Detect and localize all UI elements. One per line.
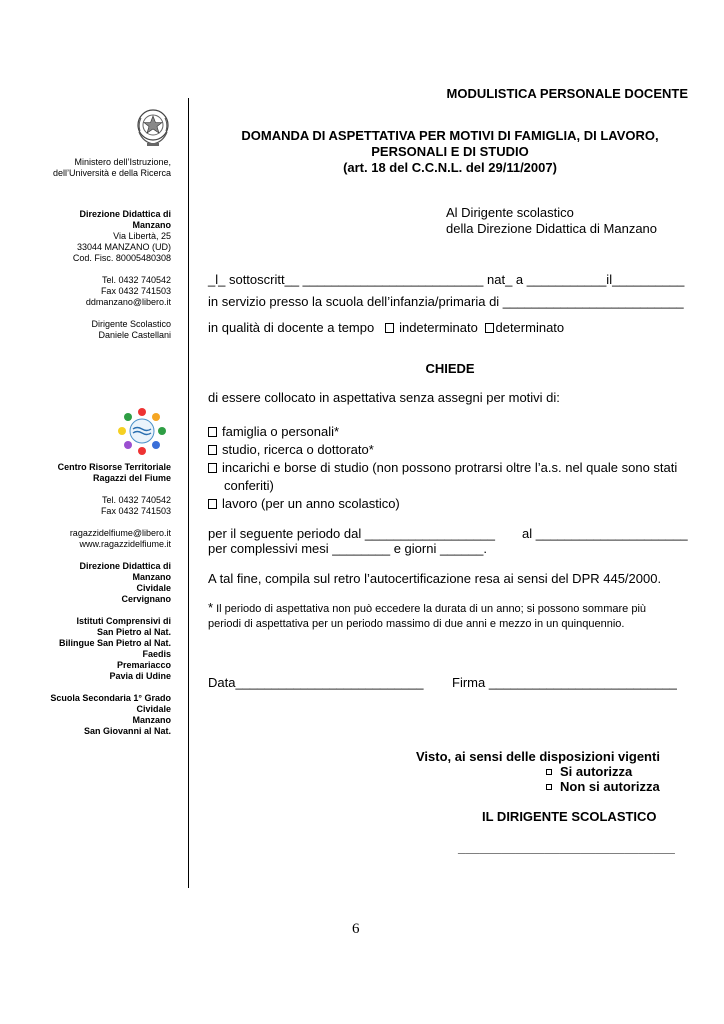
reason-label-3-cont: conferiti): [224, 478, 274, 493]
dd-fax: Fax 0432 741503: [100, 286, 171, 296]
ic-line-1: Istituti Comprensivi di: [76, 616, 171, 626]
periodo-al[interactable]: al _____________________: [522, 526, 688, 541]
dirigente-signature-line[interactable]: ______________________________: [458, 840, 675, 855]
reason-item: [208, 495, 692, 513]
reason-item: [208, 459, 692, 477]
non-autorizza-checkbox[interactable]: [546, 784, 552, 790]
dirigente-signature-label: IL DIRIGENTE SCOLASTICO: [482, 809, 657, 824]
dd-address-1: Via Libertà, 25: [113, 231, 171, 241]
note-asterisk: *: [208, 600, 214, 615]
ic-line-3: Bilingue San Pietro al Nat.: [58, 638, 171, 648]
chiede-heading: CHIEDE: [425, 361, 475, 376]
indeterminato-checkbox[interactable]: [385, 323, 394, 333]
ministry-line-1: Ministero dell’Istruzione,: [74, 157, 171, 167]
crt-website: www.ragazzidelfiume.it: [79, 539, 171, 549]
si-autorizza-checkbox[interactable]: [546, 769, 552, 775]
reason-label-1: famiglia o personali*: [222, 424, 340, 439]
reason-label-2: studio, ricerca o dottorato*: [222, 442, 374, 457]
dd-name-1: Direzione Didattica di: [79, 209, 171, 219]
crt-name-1: Centro Risorse Territoriale: [57, 462, 171, 472]
non-autorizza-label: Non si autorizza: [560, 779, 660, 794]
dd-address-2: 33044 MANZANO (UD): [76, 242, 171, 252]
dd2-line-1: Direzione Didattica di: [79, 561, 171, 571]
qualita-label: in qualità di docente a tempo: [208, 320, 375, 335]
dd2-line-2: Manzano: [132, 572, 171, 582]
determinato-label: determinato: [495, 320, 565, 335]
crt-fax: Fax 0432 741503: [100, 506, 171, 516]
form-title-line-2: PERSONALI E DI STUDIO: [371, 144, 529, 159]
dd-fiscal-code: Cod. Fisc. 80005480308: [72, 253, 171, 263]
ic-line-5: Premariacco: [116, 660, 171, 670]
ministry-label: [1, 157, 171, 179]
reason-checkbox-1[interactable]: [208, 427, 217, 437]
reason-label-4: lavoro (per un anno scolastico): [222, 496, 400, 511]
form-title-line-1: DOMANDA DI ASPETTATIVA PER MOTIVI DI FAMIGLIA, DI LAVORO,: [241, 128, 659, 143]
form-title: [208, 128, 692, 176]
centro-risorse-block: [1, 462, 171, 737]
dd-name-2: Manzano: [132, 220, 171, 230]
dd-tel: Tel. 0432 740542: [101, 275, 171, 285]
dirigente-label: Dirigente Scolastico: [91, 319, 171, 329]
visto-label: Visto, ai sensi delle disposizioni vigenti: [416, 749, 660, 764]
firma-field[interactable]: Firma __________________________: [452, 675, 677, 690]
direzione-didattica-block: [1, 209, 171, 341]
reason-item: [208, 423, 692, 441]
ic-line-4: Faedis: [142, 649, 171, 659]
dirigente-name: Daniele Castellani: [98, 330, 171, 340]
ministry-line-2: dell’Università e della Ricerca: [52, 168, 171, 178]
page-header-title: MODULISTICA PERSONALE DOCENTE: [446, 86, 688, 101]
line-qualita: [208, 320, 564, 336]
page-number: 6: [352, 921, 360, 937]
reason-label-3: incarichi e borse di studio (non possono protrarsi oltre l’a.s. nel quale sono stati: [222, 460, 678, 475]
crt-tel: Tel. 0432 740542: [101, 495, 171, 505]
indeterminato-label: indeterminato: [399, 320, 478, 335]
italian-republic-emblem-icon: [133, 104, 173, 148]
ss-line-2: Cividale: [136, 704, 171, 714]
intro-text: di essere collocato in aspettativa senza assegni per motivi di:: [208, 390, 560, 405]
crt-name-2: Ragazzi del Fiume: [92, 473, 171, 483]
periodo-dal[interactable]: per il seguente periodo dal __________________: [208, 526, 495, 541]
sidebar-divider: [188, 98, 189, 888]
dd2-line-3: Cividale: [136, 583, 171, 593]
addressee-line-1: Al Dirigente scolastico: [446, 205, 574, 220]
determinato-checkbox[interactable]: [485, 323, 494, 333]
reason-checkbox-4[interactable]: [208, 499, 217, 509]
reason-item: [208, 441, 692, 459]
note-text: [208, 600, 696, 632]
non-autorizza-option: [546, 779, 660, 795]
ic-line-6: Pavia di Udine: [109, 671, 171, 681]
si-autorizza-label: Si autorizza: [560, 764, 633, 779]
note-line-1: Il periodo di aspettativa non può eccedere la durata di un anno; si possono sommare più: [216, 603, 647, 615]
autocert-text: A tal fine, compila sul retro l’autocertificazione resa ai sensi del DPR 445/2000.: [208, 571, 662, 586]
form-title-line-3: (art. 18 del C.C.N.L. del 29/11/2007): [343, 160, 557, 175]
reason-checkbox-3[interactable]: [208, 463, 217, 473]
data-field[interactable]: Data__________________________: [208, 675, 424, 690]
addressee-line-2: della Direzione Didattica di Manzano: [446, 221, 658, 236]
ss-line-3: Manzano: [132, 715, 171, 725]
line-servizio[interactable]: in servizio presso la scuola dell’infanzia/primaria di _________________________: [208, 294, 684, 309]
ic-line-2: San Pietro al Nat.: [96, 627, 171, 637]
reason-checkbox-2[interactable]: [208, 445, 217, 455]
periodo-durata[interactable]: per complessivi mesi ________ e giorni ______.: [208, 541, 487, 556]
dd-email: ddmanzano@libero.it: [85, 297, 171, 307]
si-autorizza-option: [546, 764, 632, 780]
note-line-2: periodi di aspettativa per un periodo massimo di due anni e mezzo in un quinquennio.: [208, 618, 625, 630]
ragazzi-del-fiume-logo-icon: [114, 405, 170, 457]
addressee: [446, 205, 657, 237]
crt-email: ragazzidelfiume@libero.it: [69, 528, 171, 538]
line-sottoscritto[interactable]: _l_ sottoscritt__ _________________________ nat_ a ___________il__________: [208, 272, 685, 287]
ss-line-4: San Giovanni al Nat.: [83, 726, 171, 736]
ss-line-1: Scuola Secondaria 1° Grado: [50, 693, 171, 703]
reasons-list: [208, 423, 692, 513]
dd2-line-4: Cervignano: [121, 594, 171, 604]
